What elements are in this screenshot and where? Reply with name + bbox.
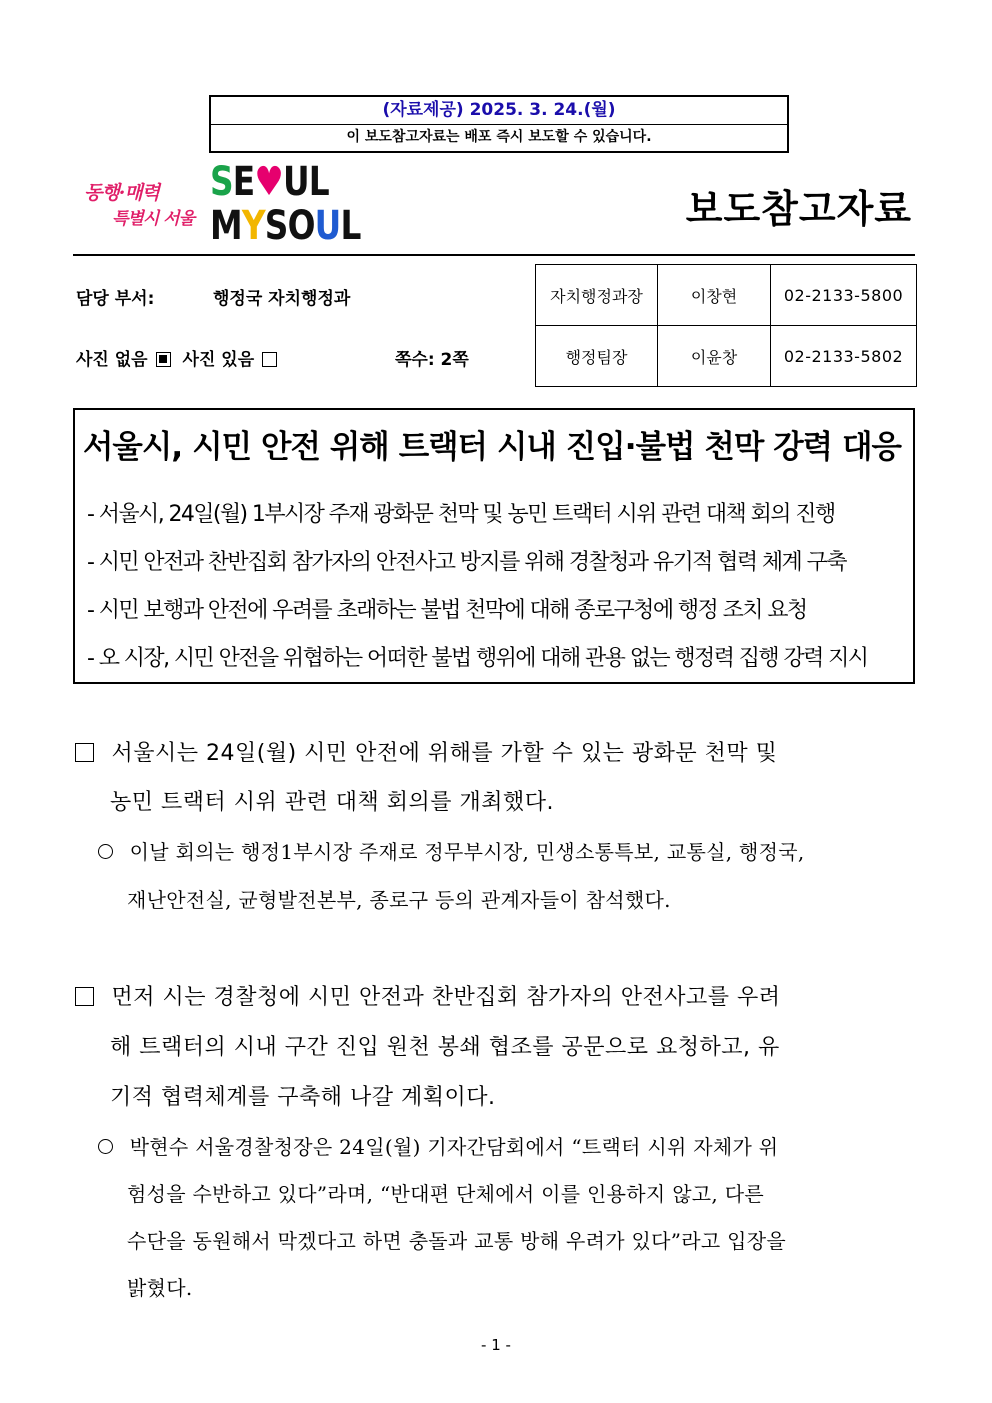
contact-name: 이창현 xyxy=(658,265,771,326)
contact-role: 행정팀장 xyxy=(536,326,658,387)
department-value: 행정국 자치행정과 xyxy=(213,289,351,309)
contact-phone: 02-2133-5800 xyxy=(771,265,917,326)
department-label: 담당 부서: xyxy=(76,289,155,309)
detail-1-line-1: 이날 회의는 행정1부시장 주재로 정무부시장, 민생소통특보, 교통실, 행정국, xyxy=(98,836,805,865)
paragraph-2-line-3: 기적 협력체계를 구축해 나갈 계획이다. xyxy=(110,1085,496,1110)
paragraph-2-line-2: 해 트랙터의 시내 구간 진입 원천 봉쇄 협조를 공문으로 요청하고, 유 xyxy=(110,1035,780,1060)
heart-icon: ♥ xyxy=(254,159,283,205)
slogan-line-2: 특별시 서울 xyxy=(112,209,195,229)
paragraph-1-line-2: 농민 트랙터 시위 관련 대책 회의를 개최했다. xyxy=(110,790,554,815)
detail-1-line-2: 재난안전실, 균형발전본부, 종로구 등의 관계자들이 참석했다. xyxy=(127,888,671,912)
photo-yes-label: 사진 있음 xyxy=(182,350,255,370)
detail-2-line-2: 험성을 수반하고 있다”라며, “반대편 단체에서 이를 인용하지 않고, 다른 xyxy=(127,1182,764,1206)
contacts-table xyxy=(535,264,917,387)
detail-2-line-4: 밝혔다. xyxy=(127,1276,193,1300)
logo-letter: UL xyxy=(282,159,329,205)
logo-letter: M xyxy=(210,203,242,249)
headline-box xyxy=(73,408,915,684)
header-divider xyxy=(73,254,915,256)
circle-bullet-icon xyxy=(98,1139,113,1154)
table-row xyxy=(536,326,917,387)
contact-name: 이윤창 xyxy=(658,326,771,387)
subheadline: - 오 시장, 시민 안전을 위협하는 어떠한 불법 행위에 대해 관용 없는 행정력 집행 강력 지시 xyxy=(87,646,868,671)
page-count: 쪽수: 2쪽 xyxy=(395,350,469,370)
seoul-my-soul-logo xyxy=(210,159,361,249)
paragraph-1-line-1: 서울시는 24일(월) 시민 안전에 위해를 가할 수 있는 광화문 천막 및 xyxy=(75,736,777,767)
document-type-title: 보도참고자료 xyxy=(685,187,912,231)
photo-none-label: 사진 없음 xyxy=(76,350,148,370)
headline: 서울시, 시민 안전 위해 트랙터 시내 진입·불법 천막 강력 대응 xyxy=(83,429,901,465)
smile-icon: U xyxy=(314,203,341,249)
circle-bullet-icon xyxy=(98,844,113,859)
paragraph-2-line-1: 먼저 시는 경찰청에 시민 안전과 찬반집회 참가자의 안전사고를 우려 xyxy=(75,980,781,1011)
logo-letter: E xyxy=(232,159,255,205)
subheadline: - 시민 안전과 찬반집회 참가자의 안전사고 방지를 위해 경찰청과 유기적 협력 체계 구축 xyxy=(87,550,846,575)
detail-2-line-1: 박현수 서울경찰청장은 24일(월) 기자간담회에서 “트랙터 시위 자체가 위 xyxy=(98,1131,778,1160)
photo-none-checkbox[interactable] xyxy=(156,352,171,367)
logo-letter: S xyxy=(210,159,233,205)
contact-phone: 02-2133-5802 xyxy=(771,326,917,387)
square-bullet-icon xyxy=(75,987,94,1006)
logo-row-mysoul xyxy=(210,203,361,249)
slogan-line-1: 동행·매력 xyxy=(84,182,160,204)
photo-status xyxy=(76,345,283,370)
logo-row-seoul xyxy=(210,159,329,205)
exclamation-icon: Y xyxy=(241,203,265,249)
city-slogan xyxy=(84,178,202,230)
release-date: (자료제공) 2025. 3. 24.(월) xyxy=(211,97,787,125)
release-note: 이 보도참고자료는 배포 즉시 보도할 수 있습니다. xyxy=(346,129,652,145)
page-number: - 1 - xyxy=(481,1336,511,1354)
logo-letter: SO xyxy=(264,203,315,249)
square-bullet-icon xyxy=(75,743,94,762)
photo-yes-checkbox[interactable] xyxy=(262,352,277,367)
release-info-box xyxy=(209,95,789,153)
contact-role: 자치행정과장 xyxy=(536,265,658,326)
logo-letter: L xyxy=(340,203,361,249)
table-row xyxy=(536,265,917,326)
detail-2-line-3: 수단을 동원해서 막겠다고 하면 충돌과 교통 방해 우려가 있다”라고 입장을 xyxy=(127,1229,787,1253)
subheadline: - 서울시, 24일(월) 1부시장 주재 광화문 천막 및 농민 트랙터 시위 관련 대책 회의 진행 xyxy=(87,502,835,527)
subheadline: - 시민 보행과 안전에 우려를 초래하는 불법 천막에 대해 종로구청에 행정 조치 요청 xyxy=(87,598,807,623)
